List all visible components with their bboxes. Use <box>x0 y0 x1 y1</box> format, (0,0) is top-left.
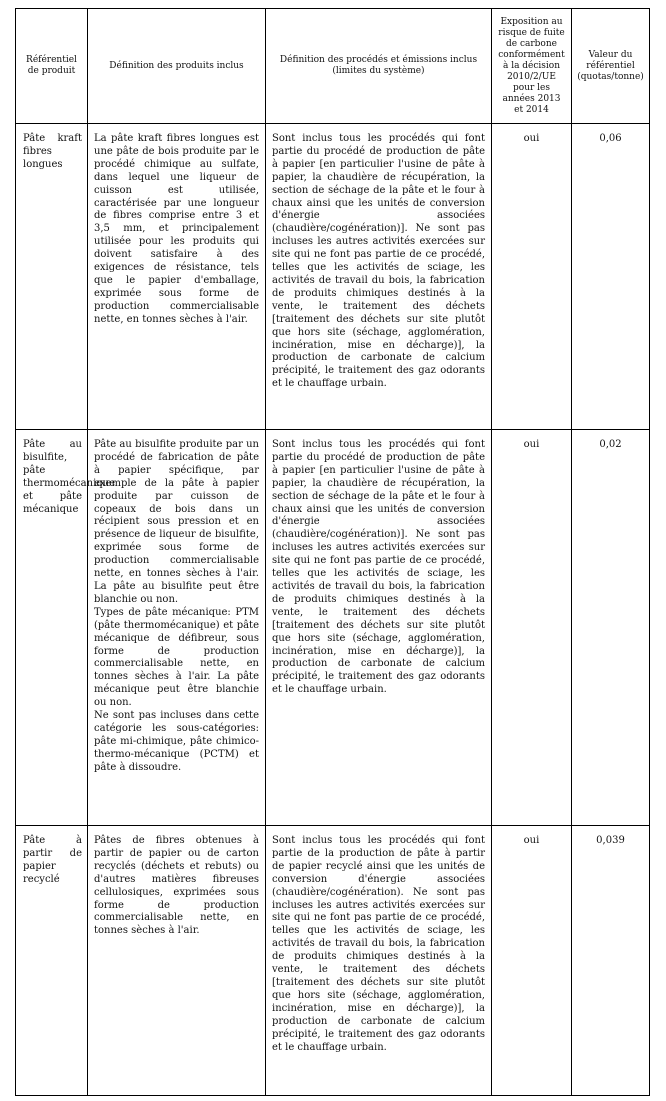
header-process-definition: Définition des procédés et émissions inclus (limites du système) <box>266 9 492 124</box>
exposure-value: oui <box>492 430 572 826</box>
exposure-value: oui <box>492 124 572 430</box>
product-definition <box>88 826 266 1096</box>
definition-paragraph: La pâte kraft fibres longues est une pâte de bois produite par le procédé chimique au sulfate, dans lequel une liqueur de cuisson est utilisée, caractérisée par une longueur de fibres comprise entre 3 et 3,5 mm, et principalement utilisée pour les produits qui doivent satisfaire à des exigences de résistance, tels que le papier d'emballage, exprimée sous forme de production commercialisable nette, en tonnes sèches à l'air. <box>94 133 259 325</box>
process-definition: Sont inclus tous les procédés qui font partie du procédé de production de pâte à papier [en particulier l'usine de pâte à papier, la chaudière de récupération, la section de séchage de la pâte et le four à chaux ainsi que les unités de conversion d'énergie associées (chaudière/cogénération)]. Ne sont pas incluses les autres activités exercées sur site qui ne font pas partie de ce procédé, telles que les activités de sciage, les activités de travail du bois, la fabrication de produits chimiques destinés à la vente, le traitement des déchets [traitement des déchets sur site plutôt que hors site (séchage, agglomération, incinération, mise en décharge)], la production de carbonate de calcium précipité, le traitement des gaz odorants et le chauffage urbain. <box>266 124 492 430</box>
document-page <box>15 8 649 1096</box>
header-product-benchmark: Référentiel de produit <box>16 9 88 124</box>
header-row <box>16 9 650 124</box>
benchmark-value: 0,06 <box>572 124 650 430</box>
header-benchmark-value: Valeur du référentiel (quotas/tonne) <box>572 9 650 124</box>
header-carbon-leakage-exposure: Exposition au risque de fuite de carbone conformément à la décision 2010/2/UE pour les années 2013 et 2014 <box>492 9 572 124</box>
definition-paragraph: Ne sont pas incluses dans cette catégorie les sous-catégories: pâte mi-chimique, pâte chimico-thermo-mécanique (PCTM) et pâte à dissoudre. <box>94 710 259 773</box>
process-definition: Sont inclus tous les procédés qui font partie du procédé de production de pâte à papier [en particulier l'usine de pâte à papier, la chaudière de récupération, la section de séchage de la pâte et le four à chaux ainsi que les unités de conversion d'énergie associées (chaudière/cogénération)]. Ne sont pas incluses les autres activités exercées sur site qui ne font pas partie de ce procédé, telles que les activités de sciage, les activités de travail du bois, la fabrication de produits chimiques destinés à la vente, le traitement des déchets [traitement des déchets sur site plutôt que hors site (séchage, agglomération, incinération, mise en décharge)], la production de carbonate de calcium précipité, le traitement des gaz odorants et le chauffage urbain. <box>266 430 492 826</box>
table-row <box>16 430 650 826</box>
benchmark-value: 0,039 <box>572 826 650 1096</box>
benchmark-table <box>15 8 650 1096</box>
product-definition <box>88 430 266 826</box>
product-name: Pâte kraft fibres longues <box>16 124 88 430</box>
exposure-value: oui <box>492 826 572 1096</box>
product-definition <box>88 124 266 430</box>
product-name: Pâte à partir de papier recyclé <box>16 826 88 1096</box>
definition-paragraph: Pâtes de fibres obtenues à partir de papier ou de carton recyclés (déchets et rebuts) ou d'autres matières fibreuses cellulosiques, exprimées sous forme de production commercialisable nette, en tonnes sèches à l'air. <box>94 835 259 937</box>
definition-paragraph: Types de pâte mécanique: PTM (pâte thermomécanique) et pâte mécanique de défibreur, sous forme de production commercialisable nette, en tonnes sèches à l'air. La pâte mécanique peut être blanchie ou non. <box>94 606 259 709</box>
process-definition: Sont inclus tous les procédés qui font partie de la production de pâte à partir de papier recyclé ainsi que les unités de conversion d'énergie associées (chaudière/cogénération). Ne sont pas incluses les autres activités exercées sur site qui ne font pas partie de ce procédé, telles que les activités de sciage, les activités de travail du bois, la fabrication de produits chimiques destinés à la vente, le traitement des déchets [traitement des déchets sur site plutôt que hors site (séchage, agglomération, incinération, mise en décharge)], la production de carbonate de calcium précipité, le traitement des gaz odorants et le chauffage urbain. <box>266 826 492 1096</box>
header-product-definition: Définition des produits inclus <box>88 9 266 124</box>
definition-paragraph: Pâte au bisulfite produite par un procédé de fabrication de pâte à papier spécifique, par exemple de la pâte à papier produite par cuisson de copeaux de bois dans un récipient sous pression et en présence de liqueur de bisulfite, exprimée sous forme de production commercialisable nette, en tonnes sèches à l'air. La pâte au bisulfite peut être blanchie ou non. <box>94 439 259 605</box>
table-row <box>16 124 650 430</box>
table-row <box>16 826 650 1096</box>
benchmark-value: 0,02 <box>572 430 650 826</box>
product-name: Pâte au bisulfite, pâte thermomécanique et pâte mécanique <box>16 430 88 826</box>
